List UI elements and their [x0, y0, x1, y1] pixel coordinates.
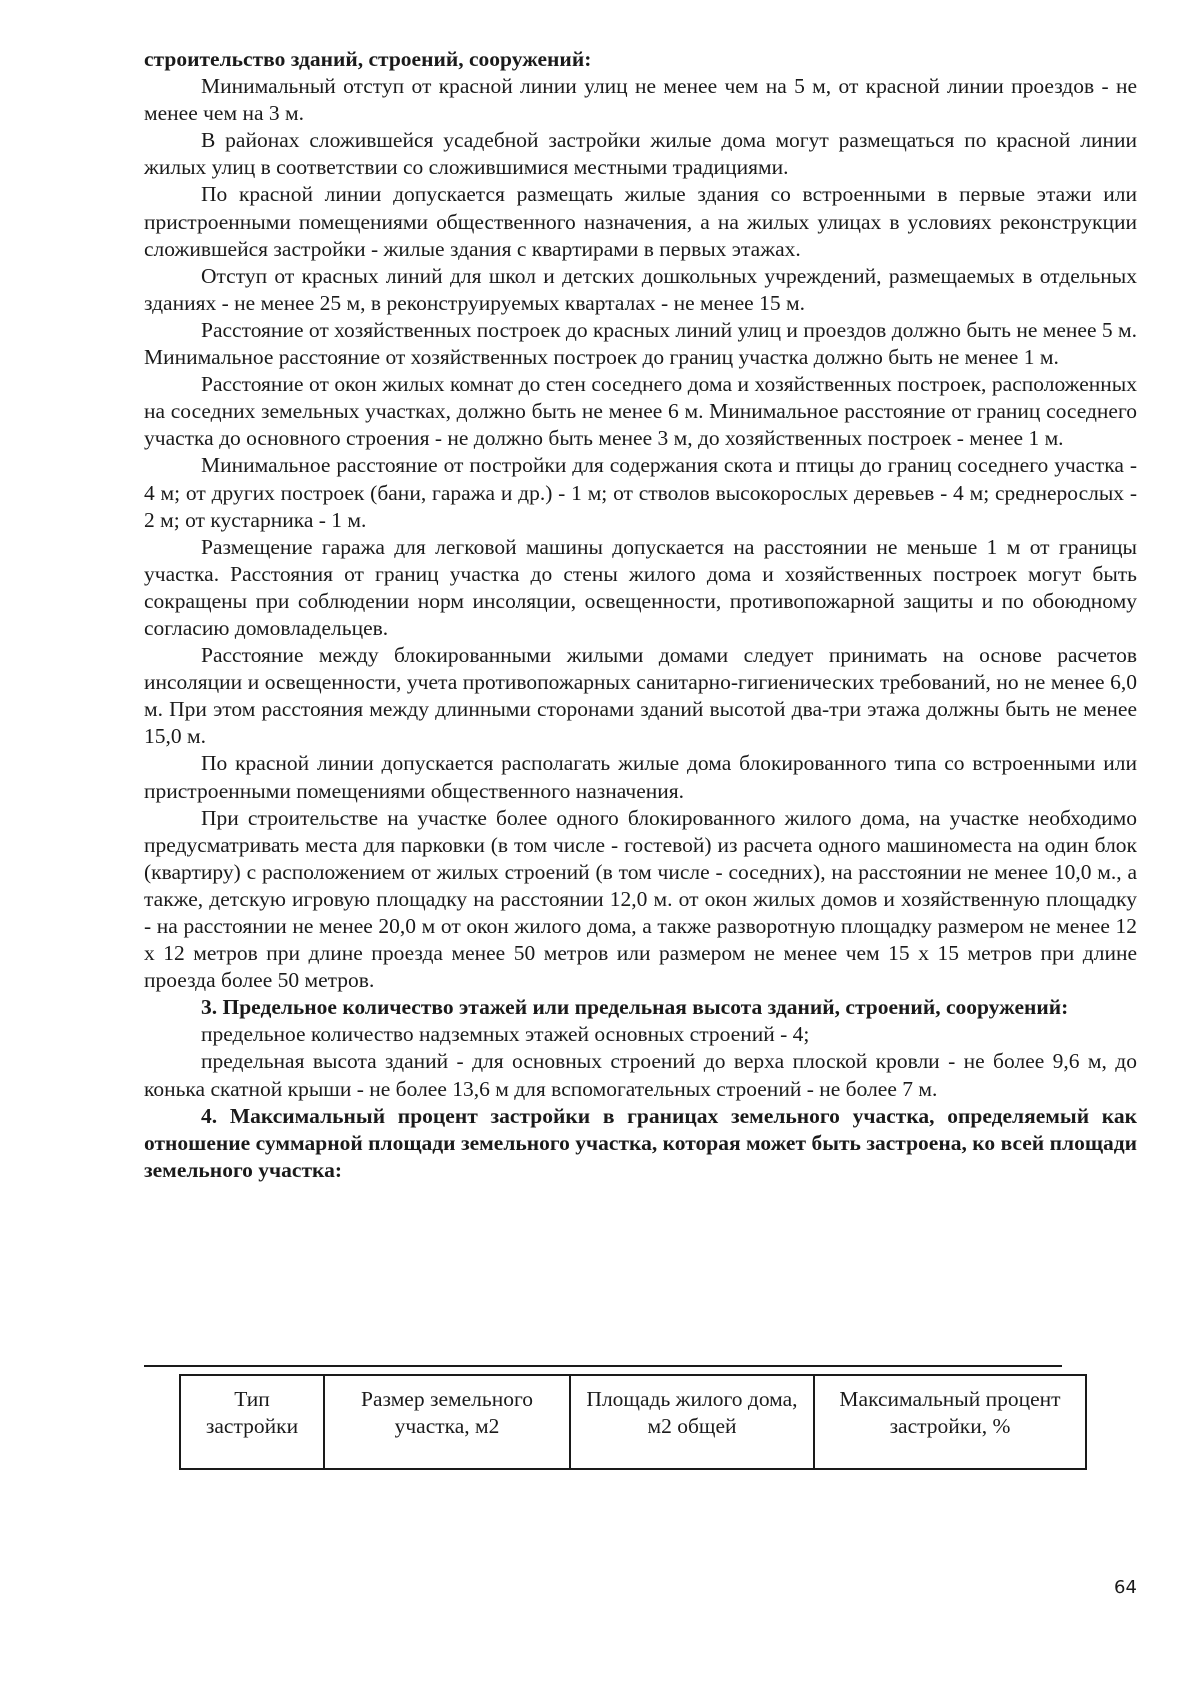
- table-header-cell: Площадь жилого дома, м2 общей: [570, 1375, 814, 1469]
- paragraph: По красной линии допускается размещать жилые здания со встроенными в первые этажи или пристроенными помещениями общественного назначения, а на жилых улицах в условиях реконструкции сложившейся застройки - жилые здания с квартирами в первых этажах.: [144, 182, 1137, 261]
- paragraph: Размещение гаража для легковой машины допускается на расстоянии не меньше 1 м от границы участка. Расстояния от границ участка до стены жилого дома и хозяйственных построек могут быть сокращены при соблюдении норм инсоляции, освещенности, противопожарной защиты и по обоюдному согласию домовладельцев.: [144, 534, 1137, 640]
- table-header-cell: Максимальный процент застройки, %: [814, 1375, 1086, 1469]
- paragraph: предельная высота зданий - для основных строений до верха плоской кровли - не более 9,6 м, до конька скатной крыши - не более 13,6 м для вспомогательных строений - не более 7 м.: [144, 1049, 1137, 1101]
- table-header-cell: Размер земельного участка, м2: [324, 1375, 570, 1469]
- paragraph: При строительстве на участке более одного блокированного жилого дома, на участке необходимо предусматривать места для парковки (в том числе - гостевой) из расчета одного машиноместа на один блок (квартиру) с расположением от жилых строений (в том числе - соседних), на расстоянии не менее 10,0 м., а также, детскую игровую площадку на расстоянии 12,0 м. от окон жилых домов и хозяйственную площадку - на расстоянии не менее 20,0 м от окон жилого дома, а также разворотную площадку размером не менее 12 х 12 метров при длине проезда менее 50 метров или размером не менее чем 15 х 15 метров при длине проезда более 50 метров.: [144, 805, 1137, 993]
- paragraph: Расстояние между блокированными жилыми домами следует принимать на основе расчетов инсоляции и освещенности, учета противопожарных санитарно-гигиенических требований, но не менее 6,0 м. При этом расстояния между длинными сторонами зданий высотой два-три этажа должны быть не менее 15,0 м.: [144, 643, 1137, 749]
- paragraph: По красной линии допускается располагать жилые дома блокированного типа со встроенными или пристроенными помещениями общественного назначения.: [144, 751, 1137, 803]
- paragraph: В районах сложившейся усадебной застройки жилые дома могут размещаться по красной линии жилых улиц в соответствии со сложившимися местными традициями.: [144, 128, 1137, 180]
- paragraph: Отступ от красных линий для школ и детских дошкольных учреждений, размещаемых в отдельных зданиях - не менее 25 м, в реконструируемых кварталах - не менее 15 м.: [144, 263, 1137, 315]
- paragraph: Минимальное расстояние от постройки для содержания скота и птицы до границ соседнего участка - 4 м; от других построек (бани, гаража и др.) - 1 м; от стволов высокорослых деревьев - 4 м; среднерослых - 2 м; от кустарника - 1 м.: [144, 453, 1137, 532]
- paragraph: предельное количество надземных этажей основных строений - 4;: [201, 1022, 810, 1047]
- section-continuation-heading: строительство зданий, строений, сооружений:: [144, 47, 592, 71]
- section-3-heading: 3. Предельное количество этажей или предельная высота зданий, строений, сооружений:: [201, 995, 1069, 1020]
- document-body: [144, 46, 1137, 1184]
- paragraph: Минимальный отступ от красной линии улиц не менее чем на 5 м, от красной линии проездов - не менее чем на 3 м.: [144, 74, 1137, 126]
- paragraph: Расстояние от хозяйственных построек до красных линий улиц и проездов должно быть не менее 5 м. Минимальное расстояние от хозяйственных построек до границ участка должно быть не менее 1 м.: [144, 317, 1137, 370]
- section-4-heading: 4. Максимальный процент застройки в границах земельного участка, определяемый как отношение суммарной площади земельного участка, которая может быть застроена, ко всей площади земельного участка:: [144, 1103, 1137, 1182]
- building-density-table: [179, 1374, 1087, 1470]
- table-header-cell: Тип застройки: [180, 1375, 324, 1469]
- page-number: 64: [1114, 1577, 1137, 1598]
- paragraph: Расстояние от окон жилых комнат до стен соседнего дома и хозяйственных построек, расположенных на соседних земельных участках, должно быть не менее 6 м. Минимальное расстояние от границ соседнего участка до основного строения - не должно быть менее 3 м, до хозяйственных построек - менее 1 м.: [144, 372, 1137, 451]
- heading-underline: [144, 1365, 1062, 1367]
- table-header-row: [180, 1375, 1086, 1469]
